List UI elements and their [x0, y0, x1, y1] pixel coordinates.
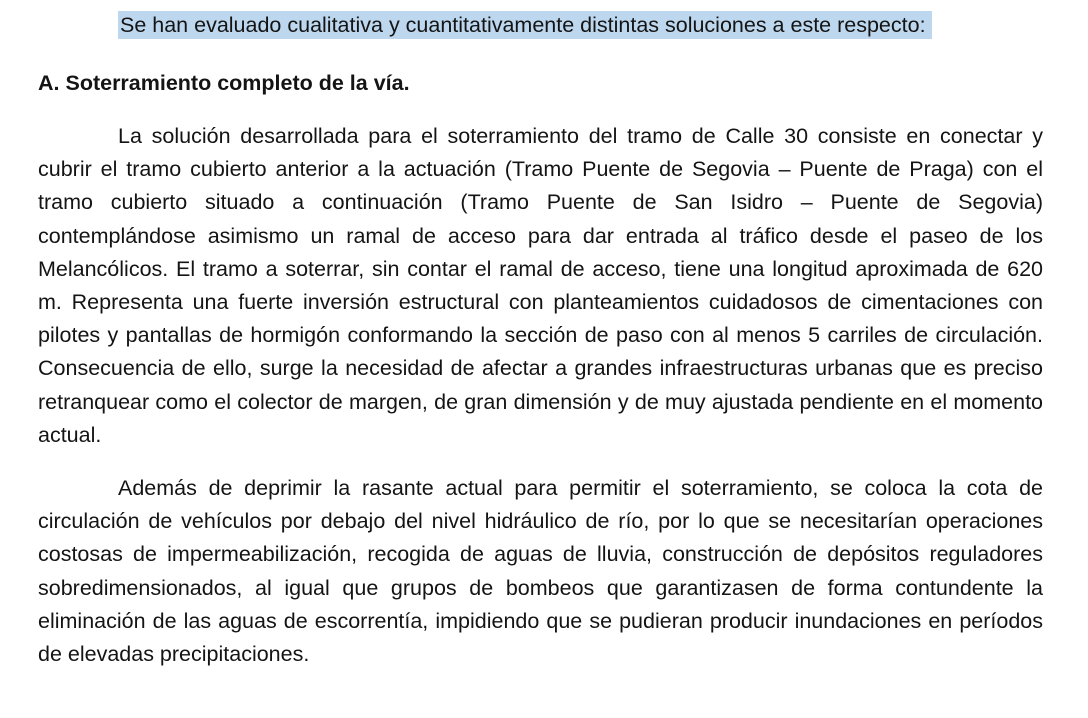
section-a-paragraph-2: Además de deprimir la rasante actual para permitir el soterramiento, se coloca la cota de circulación de vehículos por debajo del nivel hidráulico de río, por lo que se necesitarían operaciones costosas de impermeabilización, recogida de aguas de lluvia, construcción de depósitos reguladores sobredimensionados, al igual que grupos de bombeos que garantizasen de forma contundente la eliminación de las aguas de escorrentía, impidiendo que se pudieran producir inundaciones en períodos de elevadas precipitaciones.	[38, 476, 1043, 667]
intro-line	[38, 10, 1043, 40]
highlighted-intro-text[interactable]: Se han evaluado cualitativa y cuantitativamente distintas soluciones a este respecto:	[118, 11, 932, 39]
document-page	[38, 0, 1043, 671]
section-a-heading: A. Soterramiento completo de la vía.	[38, 71, 410, 95]
section-a-paragraph-1: La solución desarrollada para el soterramiento del tramo de Calle 30 consiste en conectar y cubrir el tramo cubierto anterior a la actuación (Tramo Puente de Segovia – Puente de Praga) con el tramo cubierto situado a continuación (Tramo Puente de San Isidro – Puente de Segovia) contemplándose asimismo un ramal de acceso para dar entrada al tráfico desde el paseo de los Melancólicos. El tramo a soterrar, sin contar el ramal de acceso, tiene una longitud aproximada de 620 m. Representa una fuerte inversión estructural con planteamientos cuidadosos de cimentaciones con pilotes y pantallas de hormigón conformando la sección de paso con al menos 5 carriles de circulación. Consecuencia de ello, surge la necesidad de afectar a grandes infraestructuras urbanas que es preciso retranquear como el colector de margen, de gran dimensión y de muy ajustada pendiente en el momento actual.	[38, 124, 1043, 447]
